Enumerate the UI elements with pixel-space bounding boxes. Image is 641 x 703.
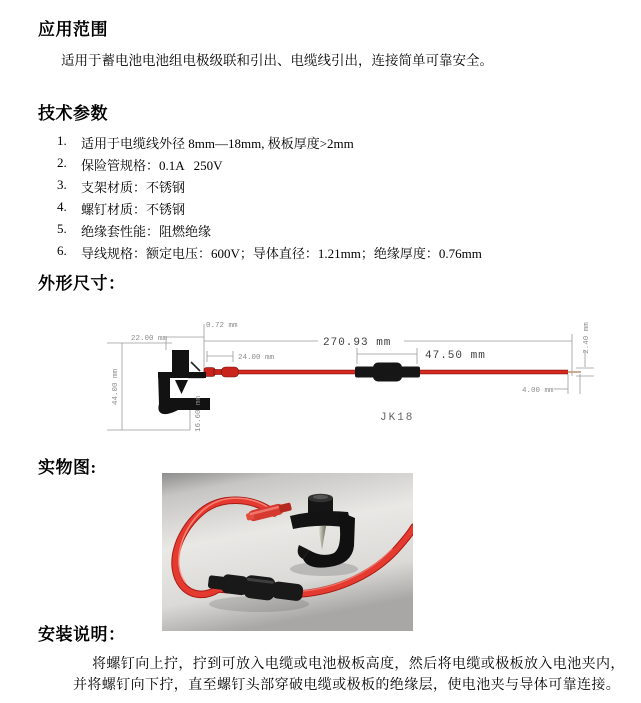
dim-label-wire-diameter: 2.40 mm [583, 322, 591, 354]
drawing-terminal [204, 367, 239, 377]
dim-label-terminal-length: 24.00 mm [238, 354, 275, 362]
spec-item-number: 3. [57, 177, 67, 192]
spec-item-number: 2. [57, 155, 67, 170]
dim-label-clip-height: 44.00 mm [112, 368, 120, 406]
spec-item [0, 133, 641, 153]
drawing-clamp-latch [191, 362, 200, 371]
spec-item-number: 6. [57, 243, 67, 258]
spec-item-number: 4. [57, 199, 67, 214]
applications-body: 适用于蓄电池电池组电极级联和引出、电缆线引出，连接简单可靠安全。 [61, 53, 493, 68]
applications-heading: 应用范围 [38, 20, 108, 39]
dim-label-tip-gap: 0.72 mm [206, 322, 238, 330]
drawing-fuse-holder [355, 363, 420, 382]
installation-line-2: 并将螺钉向下拧，直至螺钉头部穿破电缆或极板的绝缘层，使电池夹与导体可靠连接。 [73, 678, 621, 693]
dimension-drawing [0, 310, 641, 440]
spec-item-text: 保险管规格：0.1A 250V [81, 158, 223, 173]
spec-item-number: 5. [57, 221, 67, 236]
spec-item-text: 支架材质：不锈钢 [81, 180, 186, 195]
dim-label-fuse-length: 47.50 mm [425, 350, 486, 362]
spec-item-number: 1. [57, 133, 67, 148]
spec-item-text: 适用于电缆线外径 8mm—18mm, 极板厚度>2mm [81, 136, 354, 151]
photo-heading: 实物图: [38, 458, 97, 477]
model-label: JK18 [380, 412, 415, 424]
spec-item [0, 177, 641, 197]
dim-label-jaw-depth: 16.60 mm [195, 395, 203, 433]
spec-item-text: 螺钉材质：不锈钢 [81, 202, 186, 217]
installation-heading: 安装说明： [38, 625, 126, 644]
spec-item-text: 绝缘套性能：阻燃绝缘 [81, 224, 212, 239]
dim-label-strip-length: 4.00 mm [522, 387, 554, 395]
dimensions-heading: 外形尺寸： [38, 274, 126, 293]
spec-item [0, 221, 641, 241]
spec-item-text: 导线规格：额定电压：600V；导体直径：1.21mm；绝缘厚度：0.76mm [81, 246, 482, 261]
specs-heading: 技术参数 [38, 104, 108, 123]
product-photo [162, 473, 413, 631]
spec-item [0, 155, 641, 175]
spec-item [0, 243, 641, 263]
spec-item [0, 199, 641, 219]
dim-label-total-length: 270.93 mm [323, 337, 392, 349]
installation-line-1: 将螺钉向上拧，拧到可放入电缆或电池极板高度，然后将电缆或极板放入电池夹内， [92, 657, 625, 672]
dim-label-clip-width: 22.00 mm [131, 335, 168, 343]
